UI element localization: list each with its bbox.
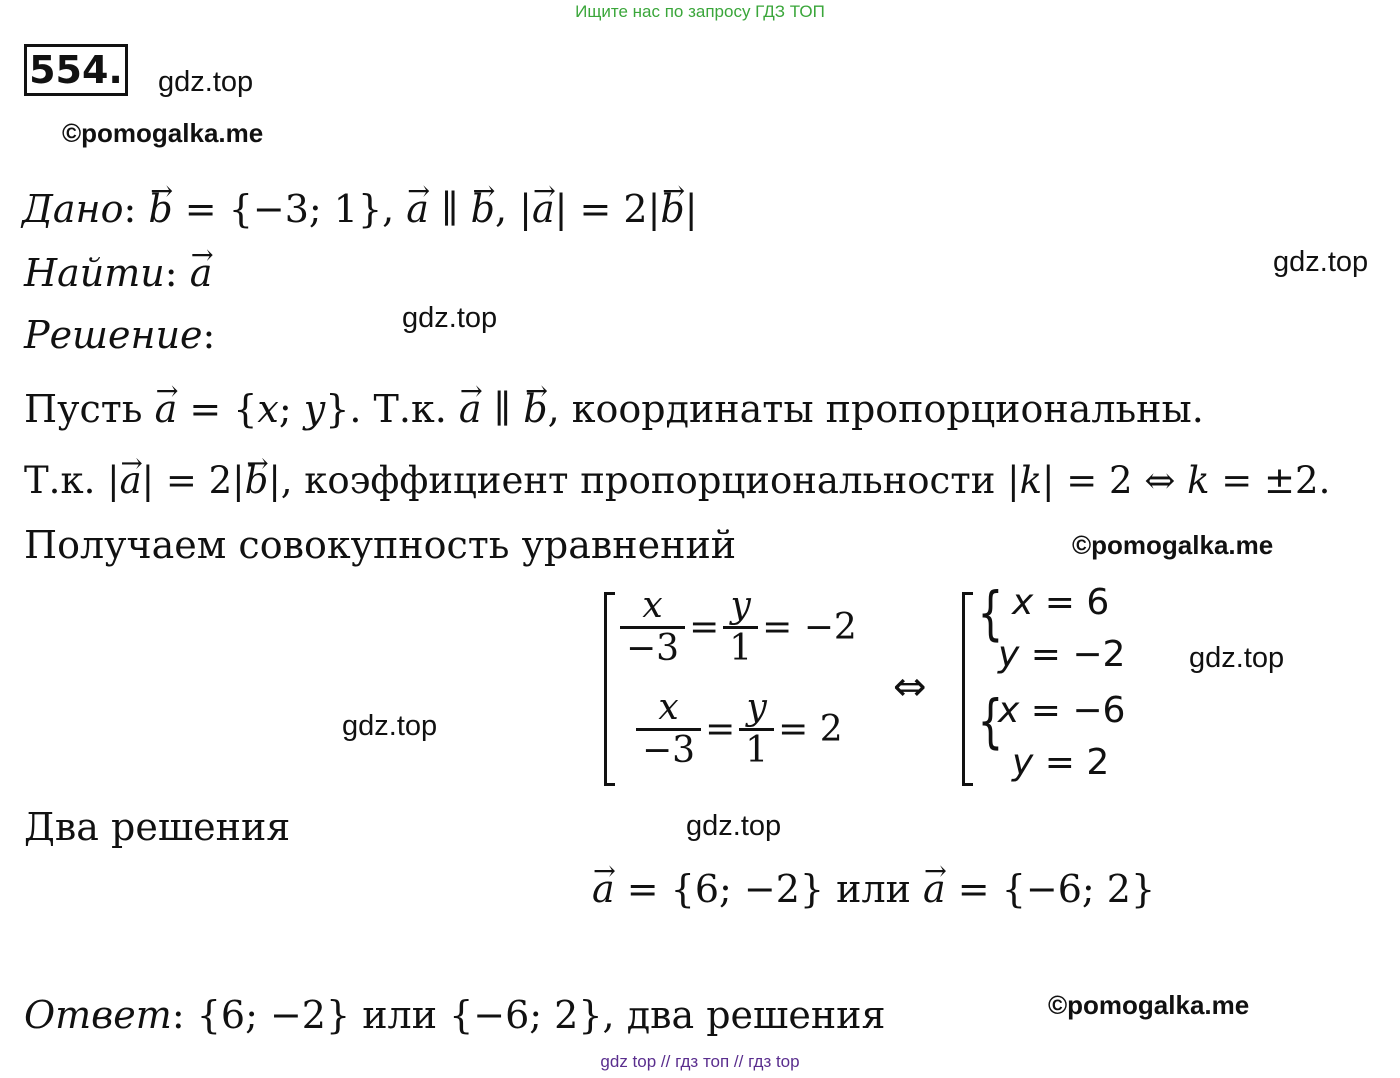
system-brace: { [977,579,1004,647]
top-banner[interactable]: Ищите нас по запросу ГДЗ ТОП [575,2,825,21]
equation-rhs: = −2 [762,607,857,648]
system-1-line-2 [998,634,1125,675]
fraction-x-over-minus3 [636,688,701,771]
step1-text: }. Т.к. [325,387,459,431]
answer-colon: : [171,993,185,1037]
solution-step-1 [24,386,1204,432]
watermark-gdz: gdz.top [342,710,438,742]
answer-text: {6; −2} или {−6; 2}, два решения [184,993,886,1037]
step2-text: = ±2. [1209,459,1331,502]
vector-a: → a [923,866,946,912]
find-colon: : [164,251,178,295]
problem-number: 554. [24,44,128,96]
watermark-gdz: gdz.top [686,810,782,842]
find-line [24,250,212,296]
answer-label: Ответ [24,993,172,1037]
system-value: = 2 [1033,742,1110,783]
fraction-y-over-1 [723,586,758,669]
frac-denominator: −3 [620,626,685,669]
vector-a: → a [406,186,429,232]
system-2-line-1 [998,690,1125,731]
given-abs-eq: | = 2| [554,187,661,231]
watermark-pomogalka: ©pomogalka.me [62,118,264,148]
given-end: | [684,187,698,231]
vector-a: → a [190,250,213,296]
step2-text: |, коэффициент пропорциональности | [268,459,1020,502]
system-1-line-1 [1012,582,1109,623]
footer-links[interactable]: gdz top // гдз топ // гдз top [600,1052,800,1071]
two-solutions-text: Два решения [24,805,291,849]
var-k: k [1187,459,1210,502]
frac-denominator: 1 [723,626,758,669]
step1-text: ; [278,387,304,431]
system-brace: { [977,687,1004,755]
frac-denominator: 1 [739,728,774,771]
equals-sign: = [705,709,736,750]
equivalence-sign: ⇔ [893,664,927,710]
step2-text: | = 2 ⇔ [1042,459,1188,502]
frac-numerator: y [746,687,767,728]
result-line [592,866,1155,912]
vector-b: → b [245,458,269,504]
given-line [22,186,698,232]
result-text: = {6; −2} или [614,867,924,911]
frac-denominator: −3 [636,728,701,771]
vector-a: → a [532,186,555,232]
equals-sign: = [689,607,720,648]
var-x: x [998,690,1020,731]
var-y: y [998,634,1020,675]
vector-a: → a [459,386,482,432]
system-value: = 6 [1033,582,1110,623]
solution-step-2 [24,458,1330,504]
vector-b: → b [471,186,495,232]
equation-2 [632,688,843,771]
frac-numerator: x [658,687,679,728]
frac-numerator: y [730,585,751,626]
vector-a: → a [120,458,142,504]
given-comma: , | [495,187,532,231]
result-text: = {−6; 2} [945,867,1156,911]
var-x: x [1012,582,1034,623]
frac-numerator: x [642,585,663,626]
fraction-y-over-1 [739,688,774,771]
equation-rhs: = 2 [778,709,843,750]
watermark-pomogalka: ©pomogalka.me [1048,990,1250,1020]
vector-a: → a [155,386,178,432]
watermark-gdz: gdz.top [1273,246,1369,278]
set-bracket-right [962,592,973,786]
step2-text: | = 2| [141,459,245,502]
var-k: k [1019,459,1043,502]
watermark-gdz: gdz.top [402,302,498,334]
step1-text: ∥ [481,387,524,431]
watermark-gdz: gdz.top [1189,642,1285,674]
watermark-gdz: gdz.top [158,66,254,98]
given-colon: : [123,187,137,231]
watermark-pomogalka: ©pomogalka.me [1072,530,1274,560]
solution-colon: : [202,313,216,357]
system-value: = −2 [1019,634,1126,675]
vector-a: → a [592,866,615,912]
vector-b: → b [148,186,172,232]
system-value: = −6 [1019,690,1126,731]
var-y: y [303,387,326,431]
solution-step-3: Получаем совокупность уравнений [24,523,737,567]
vector-b: → b [523,386,547,432]
step1-text: Пусть [24,387,155,431]
find-label: Найти [24,251,165,295]
system-2-line-2 [1012,742,1109,783]
given-b-value: = {−3; 1}, [172,187,407,231]
step1-text: = { [177,387,258,431]
vector-b: → b [660,186,684,232]
step1-text: , координаты пропорциональны. [547,387,1204,431]
given-parallel: ∥ [428,187,471,231]
solution-line [24,312,215,358]
answer-line [24,992,885,1038]
step2-text: Т.к. | [24,459,120,502]
fraction-x-over-minus3 [620,586,685,669]
solution-label: Решение [24,313,203,357]
given-label: Дано [22,187,124,231]
equation-1 [616,586,857,669]
var-x: x [257,387,279,431]
set-bracket-left [604,592,615,786]
var-y: y [1012,742,1034,783]
